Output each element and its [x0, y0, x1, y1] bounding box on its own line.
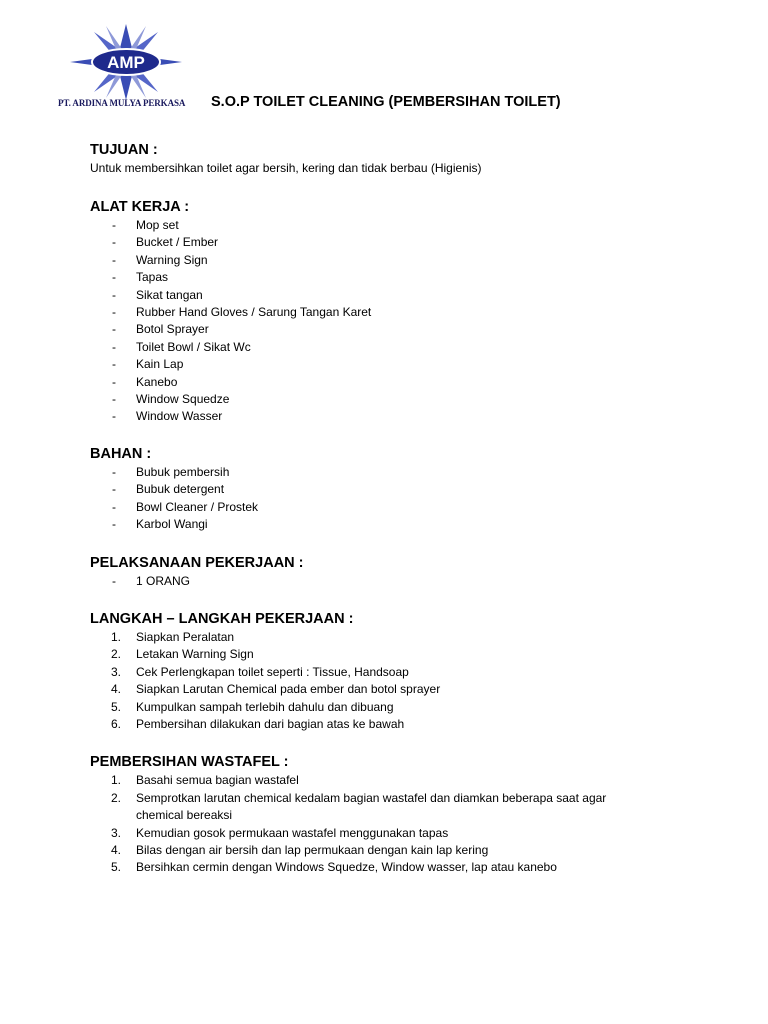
list-item: 1. Basahi semua bagian wastafel	[111, 773, 299, 788]
list-wastafel	[90, 772, 710, 876]
company-name: PT. ARDINA MULYA PERKASA	[58, 98, 186, 108]
list-item: 2. Letakan Warning Sign	[111, 647, 254, 662]
section-alat-kerja	[90, 197, 710, 426]
list-item: 3. Kemudian gosok permukaan wastafel menggunakan tapas	[111, 825, 449, 840]
list-item: 6. Pembersihan dilakukan dari bagian atas ke bawah	[111, 716, 405, 731]
document-body	[90, 140, 710, 877]
list-item: 2. Semprotkan larutan chemical kedalam bagian wastafel dan diamkan beberapa saat agar chemical bereaksi	[111, 790, 607, 823]
logo-text: AMP	[107, 53, 145, 72]
list-pelaksanaan	[90, 573, 710, 590]
list-item: 4. Siapkan Larutan Chemical pada ember dan botol sprayer	[111, 682, 441, 697]
section-tujuan	[90, 140, 710, 177]
list-item: - Toilet Bowl / Sikat Wc	[112, 339, 251, 354]
list-alat-kerja	[90, 217, 710, 426]
list-item: - 1 ORANG	[112, 573, 191, 588]
list-item: - Window Squedze	[112, 392, 230, 407]
list-item: - Rubber Hand Gloves / Sarung Tangan Karet	[112, 305, 372, 320]
section-wastafel	[90, 752, 710, 876]
section-bahan	[90, 444, 710, 534]
section-langkah	[90, 609, 710, 733]
list-item: - Mop set	[112, 218, 179, 232]
list-item: 4. Bilas dengan air bersih dan lap permukaan dengan kain lap kering	[111, 842, 489, 857]
star-emblem-icon	[56, 22, 196, 102]
list-item: - Bowl Cleaner / Prostek	[112, 499, 259, 514]
list-item: 3. Cek Perlengkapan toilet seperti : Tissue, Handsoap	[111, 664, 409, 679]
list-item: 5. Bersihkan cermin dengan Windows Squedze, Window wasser, lap atau kanebo	[111, 860, 557, 875]
list-item: - Kanebo	[112, 374, 178, 389]
list-item: - Bubuk detergent	[112, 482, 225, 497]
section-pelaksanaan	[90, 553, 710, 590]
section-heading: TUJUAN :	[90, 142, 158, 158]
list-item: - Botol Sprayer	[112, 322, 209, 337]
list-item: 1. Siapkan Peralatan	[111, 629, 235, 644]
list-langkah	[90, 629, 710, 733]
list-item: - Bubuk pembersih	[112, 464, 230, 479]
list-item: - Warning Sign	[112, 252, 208, 267]
list-item: - Karbol Wangi	[112, 517, 208, 532]
section-text: Untuk membersihkan toilet agar bersih, kering dan tidak berbau (Higienis)	[90, 161, 482, 175]
section-heading: PELAKSANAAN PEKERJAAN :	[90, 554, 304, 571]
page-title: S.O.P TOILET CLEANING (PEMBERSIHAN TOILET)	[211, 94, 561, 110]
list-item: - Tapas	[112, 270, 169, 285]
section-heading: BAHAN :	[90, 445, 152, 462]
list-item: 5. Kumpulkan sampah terlebih dahulu dan dibuang	[111, 699, 394, 714]
section-heading: PEMBERSIHAN WASTAFEL :	[90, 754, 289, 771]
list-item: - Kain Lap	[112, 357, 184, 372]
list-bahan	[90, 464, 710, 534]
section-heading: ALAT KERJA :	[90, 199, 190, 215]
list-item: - Bucket / Ember	[112, 235, 219, 250]
list-item: - Window Wasser	[112, 409, 223, 424]
list-item: - Sikat tangan	[112, 287, 203, 302]
section-heading: LANGKAH – LANGKAH PEKERJAAN :	[90, 610, 354, 627]
